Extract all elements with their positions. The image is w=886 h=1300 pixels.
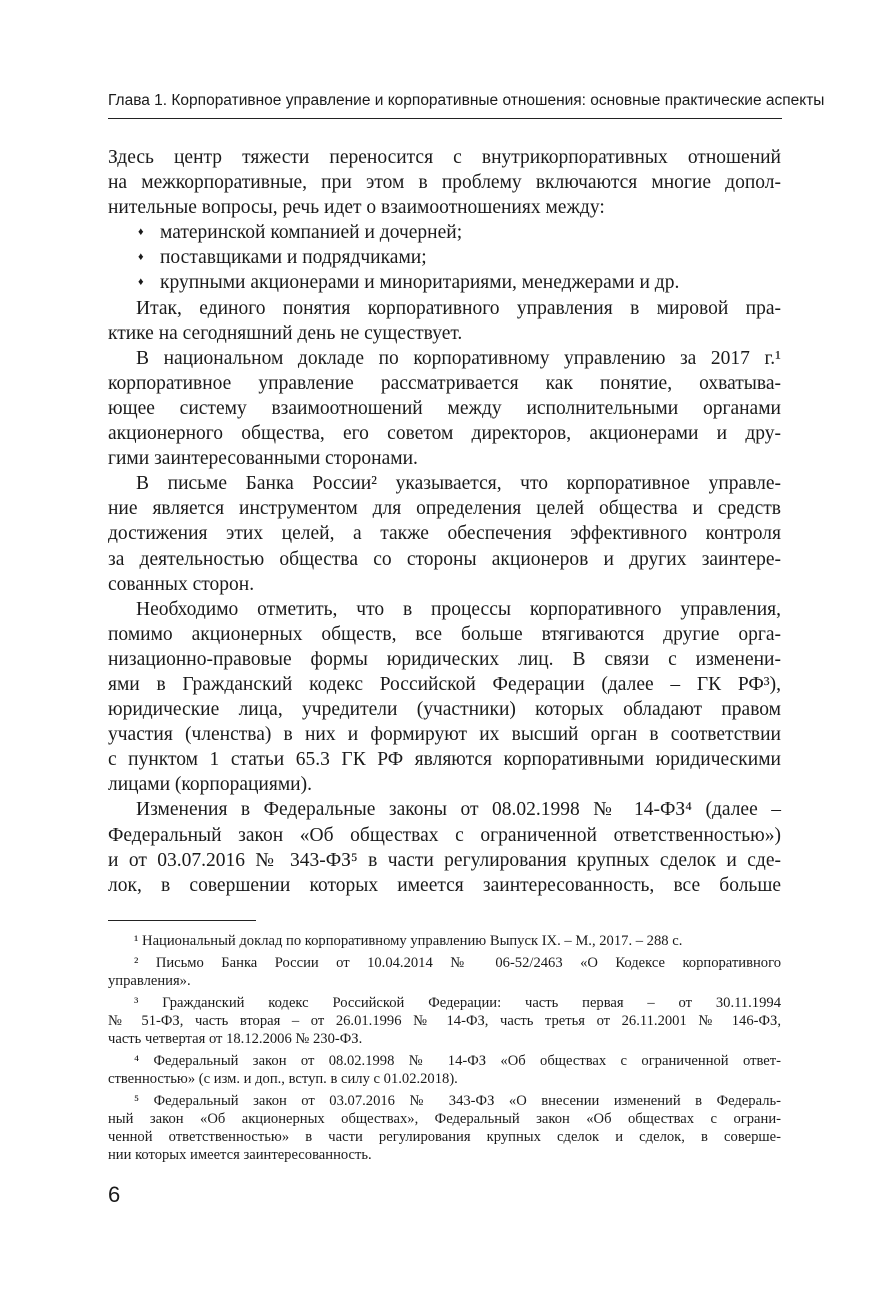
- footnote-line: ² Письмо Банка России от 10.04.2014 № 06-52/2463 «О Кодексе корпоративного: [134, 955, 781, 971]
- text-line: нительные вопросы, речь идет о взаимоотношениях между:: [108, 197, 605, 219]
- list-item: ♦ крупными акционерами и миноритариями, менеджерами и др.: [108, 270, 781, 295]
- text-line: корпоративное управление рассматривается как понятие, охватыва-: [108, 372, 781, 394]
- footnote: [108, 1092, 781, 1164]
- paragraph: [108, 597, 781, 798]
- footnote-line: ⁴ Федеральный закон от 08.02.1998 № 14-ФЗ «Об обществах с ограниченной ответ-: [134, 1053, 781, 1069]
- list-item: ♦ материнской компанией и дочерней;: [108, 220, 781, 245]
- text-line: лок, в совершении которых имеется заинтересованность, все больше: [108, 874, 781, 896]
- text-line: достижения этих целей, а также обеспечения эффективного контроля: [108, 523, 781, 545]
- paragraph: [108, 797, 781, 897]
- text-line: на межкорпоративные, при этом в проблему включаются многие допол-: [108, 172, 781, 194]
- text-line: с пунктом 1 статьи 65.3 ГК РФ являются корпоративными юридическими: [108, 749, 781, 771]
- text-line: сованных сторон.: [108, 573, 255, 595]
- list-item: ♦ поставщиками и подрядчиками;: [108, 245, 781, 270]
- footnote-line: ченной ответственностью» в части регулирования крупных сделок и сделок, в соверше-: [108, 1129, 781, 1145]
- text-line: ктике на сегодняшний день не существует.: [108, 322, 463, 344]
- running-header: Глава 1. Корпоративное управление и корпоративные отношения: основные практические аспекты: [108, 92, 825, 109]
- text-line: лицами (корпорациями).: [108, 774, 312, 796]
- text-line: В национальном докладе по корпоративному управлению за 2017 г.¹: [136, 347, 781, 369]
- text-line: В письме Банка России² указывается, что корпоративное управле-: [136, 473, 781, 495]
- text-line: акционерного общества, его советом директоров, акционерами и дру-: [108, 423, 781, 445]
- footnote-line: ственностью» (с изм. и доп., вступ. в силу с 01.02.2018).: [108, 1071, 458, 1087]
- footnote-line: ный закон «Об акционерных обществах», Федеральный закон «Об обществах с ограни-: [108, 1111, 781, 1127]
- text-line: юридические лица, учредители (участники) которых обладают правом: [108, 699, 781, 721]
- paragraph: [108, 471, 781, 596]
- text-line: низационно-правовые формы юридических лиц. В связи с изменени-: [108, 648, 781, 670]
- footnote: [108, 932, 781, 950]
- footnote-line: № 51-ФЗ, часть вторая – от 26.01.1996 № 14-ФЗ, часть третья от 26.11.2001 № 146-ФЗ,: [108, 1013, 781, 1029]
- page-number: 6: [108, 1182, 121, 1207]
- text-line: ющее систему взаимоотношений между исполнительными органами: [108, 397, 781, 419]
- text-line: ями в Гражданский кодекс Российской Федерации (далее – ГК РФ³),: [108, 673, 781, 695]
- footnote-line: управления».: [108, 973, 191, 989]
- footnote: [108, 994, 781, 1048]
- text-line: гими заинтересованными сторонами.: [108, 448, 418, 470]
- text-line: Здесь центр тяжести переносится с внутрикорпоративных отношений: [108, 147, 781, 168]
- bullet-list: [108, 220, 781, 295]
- footnotes: [108, 932, 781, 1164]
- text-line: участия (членства) в них и формируют их высший орган в соответствии: [108, 724, 781, 746]
- text-line: Необходимо отметить, что в процессы корпоративного управления,: [136, 598, 781, 620]
- text-line: Итак, единого понятия корпоративного управления в мировой пра-: [136, 297, 781, 319]
- footnote: [108, 954, 781, 990]
- paragraph: [108, 346, 781, 471]
- footnote-line: часть четвертая от 18.12.2006 № 230-ФЗ.: [108, 1031, 363, 1047]
- paragraph: [108, 296, 781, 346]
- text-line: ние является инструментом для определения целей общества и средств: [108, 498, 781, 520]
- text-line: и от 03.07.2016 № 343-ФЗ⁵ в части регулирования крупных сделок и сде-: [108, 849, 781, 871]
- footnote-line: ³ Гражданский кодекс Российской Федерации: часть первая – от 30.11.1994: [134, 995, 781, 1011]
- footnote-separator: [108, 920, 256, 921]
- text-line: Федеральный закон «Об обществах с ограниченной ответственностью»): [108, 824, 781, 846]
- body-text: [108, 145, 781, 898]
- text-line: Изменения в Федеральные законы от 08.02.1998 № 14-ФЗ⁴ (далее –: [136, 799, 781, 821]
- footnote-line: ¹ Национальный доклад по корпоративному управлению Выпуск IX. – М., 2017. – 288 с.: [134, 933, 683, 949]
- footnote-line: ⁵ Федеральный закон от 03.07.2016 № 343-ФЗ «О внесении изменений в Федераль-: [134, 1093, 781, 1109]
- paragraph: [108, 145, 781, 220]
- header-rule: [108, 118, 782, 119]
- text-line: помимо акционерных обществ, все больше втягиваются другие орга-: [108, 623, 781, 645]
- text-line: за деятельностью общества со стороны акционеров и других заинтере-: [108, 548, 781, 570]
- footnote-line: нии которых имеется заинтересованность.: [108, 1147, 372, 1163]
- footnote: [108, 1052, 781, 1088]
